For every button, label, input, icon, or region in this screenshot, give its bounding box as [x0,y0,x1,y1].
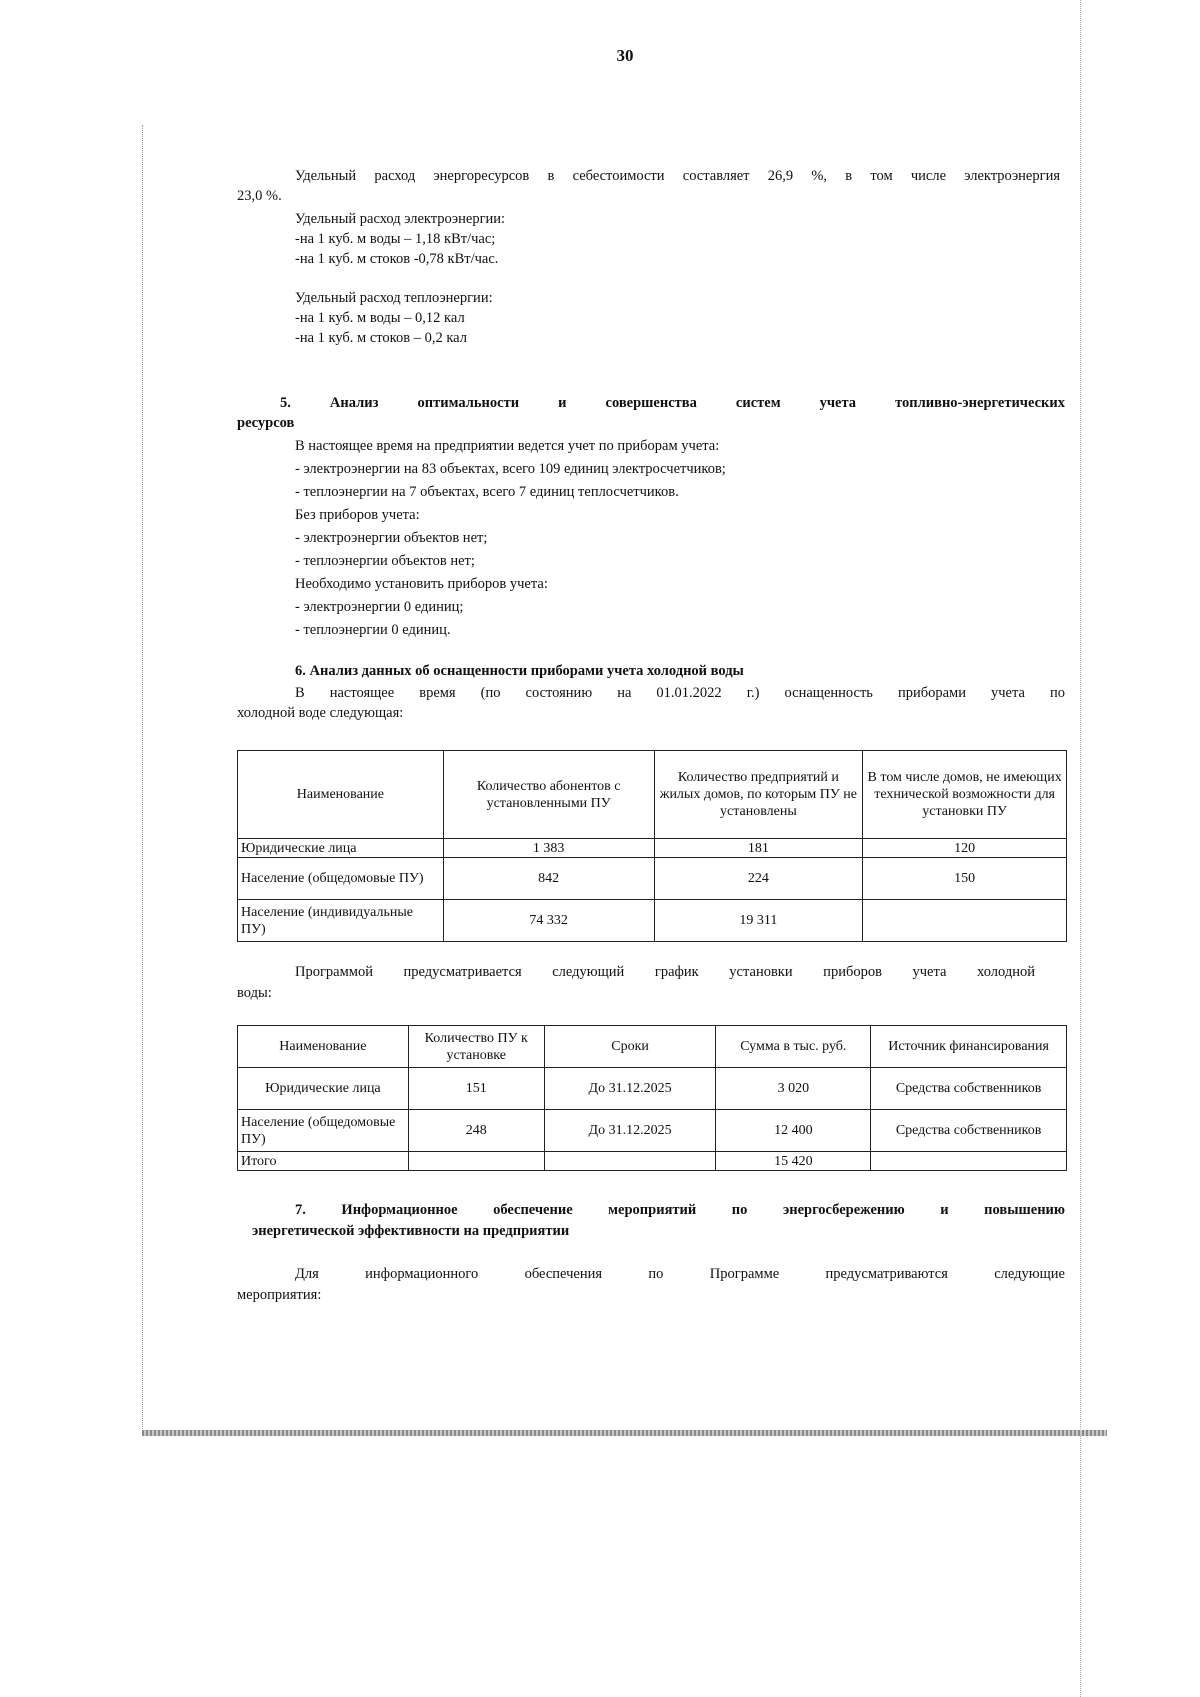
table-cell: Население (общедомовые ПУ) [238,1110,409,1152]
table-cell: Население (индивидуальные ПУ) [238,900,444,942]
table-header-cell: Количество абонентов с установленными ПУ [443,751,654,839]
meter-install-schedule-table [237,1025,1067,1171]
table-cell: 150 [863,858,1067,900]
table-header-cell: Количество предприятий и жилых домов, по которым ПУ не установлены [654,751,863,839]
table-cell: 1 383 [443,839,654,858]
table-cell [408,1152,544,1171]
table-cell: 224 [654,858,863,900]
table-cell: Юридические лица [238,839,444,858]
elec-water: -на 1 куб. м воды – 1,18 кВт/час; [295,231,496,247]
heat-sewage: -на 1 куб. м стоков – 0,2 кал [295,330,467,346]
section5-p8: - электроэнергии 0 единиц; [295,599,464,615]
table-header-cell: Количество ПУ к установке [408,1026,544,1068]
energy-share-line1: Удельный расход энергоресурсов в себестоимости составляет 26,9 %, в том числе электроэнергия [295,168,1060,184]
table-header-cell: Наименование [238,1026,409,1068]
table-header-cell: Сумма в тыс. руб. [716,1026,871,1068]
page-number: 30 [616,46,634,65]
section5-p2: - электроэнергии на 83 объектах, всего 109 единиц электросчетчиков; [295,461,726,477]
table-cell: 15 420 [716,1152,871,1171]
section6-p1-line2: холодной воде следующая: [237,705,404,721]
table-cell: 248 [408,1110,544,1152]
heat-title: Удельный расход теплоэнергии: [295,290,493,306]
section5-p9: - теплоэнергии 0 единиц. [295,622,451,638]
section5-p5: - электроэнергии объектов нет; [295,530,488,546]
section5-p6: - теплоэнергии объектов нет; [295,553,475,569]
table-cell [544,1152,716,1171]
scan-margin-bottom [142,1430,1107,1436]
table-cell: Итого [238,1152,409,1171]
table-header-row [238,1026,1067,1068]
elec-title: Удельный расход электроэнергии: [295,211,506,227]
table-cell: Средства собственников [871,1068,1067,1110]
section6-p1-line1: В настоящее время (по состоянию на 01.01.2022 г.) оснащенность приборами учета по [295,685,1065,701]
schedule-text-line2: воды: [237,985,272,1001]
heat-water: -на 1 куб. м воды – 0,12 кал [295,310,465,326]
table-cell: 181 [654,839,863,858]
table-header-row [238,751,1067,839]
table-cell: Население (общедомовые ПУ) [238,858,444,900]
table-cell: 12 400 [716,1110,871,1152]
table-cell: До 31.12.2025 [544,1068,716,1110]
scan-margin-right [1080,0,1081,1697]
table-row [238,858,1067,900]
section5-heading-line2: ресурсов [237,415,295,431]
table-row [238,1110,1067,1152]
table-cell: Юридические лица [238,1068,409,1110]
table-cell: 120 [863,839,1067,858]
elec-sewage: -на 1 куб. м стоков -0,78 кВт/час. [295,251,499,267]
table-cell: 842 [443,858,654,900]
schedule-text-line1: Программой предусматривается следующий график установки приборов учета холодной [295,964,1035,980]
section5-p7: Необходимо установить приборов учета: [295,576,548,592]
table-header-cell: В том числе домов, не имеющих технической возможности для установки ПУ [863,751,1067,839]
table-cell: Средства собственников [871,1110,1067,1152]
table-header-cell: Источник финансирования [871,1026,1067,1068]
table-row [238,1068,1067,1110]
table-cell [871,1152,1067,1171]
cold-water-meters-table [237,750,1067,942]
section5-p3: - теплоэнергии на 7 объектах, всего 7 единиц теплосчетчиков. [295,484,679,500]
table-cell: 74 332 [443,900,654,942]
table-header-cell: Сроки [544,1026,716,1068]
table-header-cell: Наименование [238,751,444,839]
section7-p1-line2: мероприятия: [237,1287,322,1303]
section7-p1-line1: Для информационного обеспечения по Программе предусматриваются следующие [295,1266,1065,1282]
scan-margin-left [142,125,143,1435]
table-cell: До 31.12.2025 [544,1110,716,1152]
section7-heading-line1: 7. Информационное обеспечение мероприятий по энергосбережению и повышению [295,1202,1065,1218]
section5-p1: В настоящее время на предприятии ведется учет по приборам учета: [295,438,720,454]
table-cell: 151 [408,1068,544,1110]
table-cell [863,900,1067,942]
table-row [238,900,1067,942]
table-total-row [238,1152,1067,1171]
table-row [238,839,1067,858]
section5-p4: Без приборов учета: [295,507,420,523]
section5-heading-line1: 5. Анализ оптимальности и совершенства систем учета топливно-энергетических [280,395,1065,411]
section7-heading-line2: энергетической эффективности на предприятии [252,1223,570,1239]
energy-share-line2: 23,0 %. [237,188,282,204]
section6-heading: 6. Анализ данных об оснащенности приборами учета холодной воды [295,663,744,679]
table-cell: 19 311 [654,900,863,942]
table-cell: 3 020 [716,1068,871,1110]
